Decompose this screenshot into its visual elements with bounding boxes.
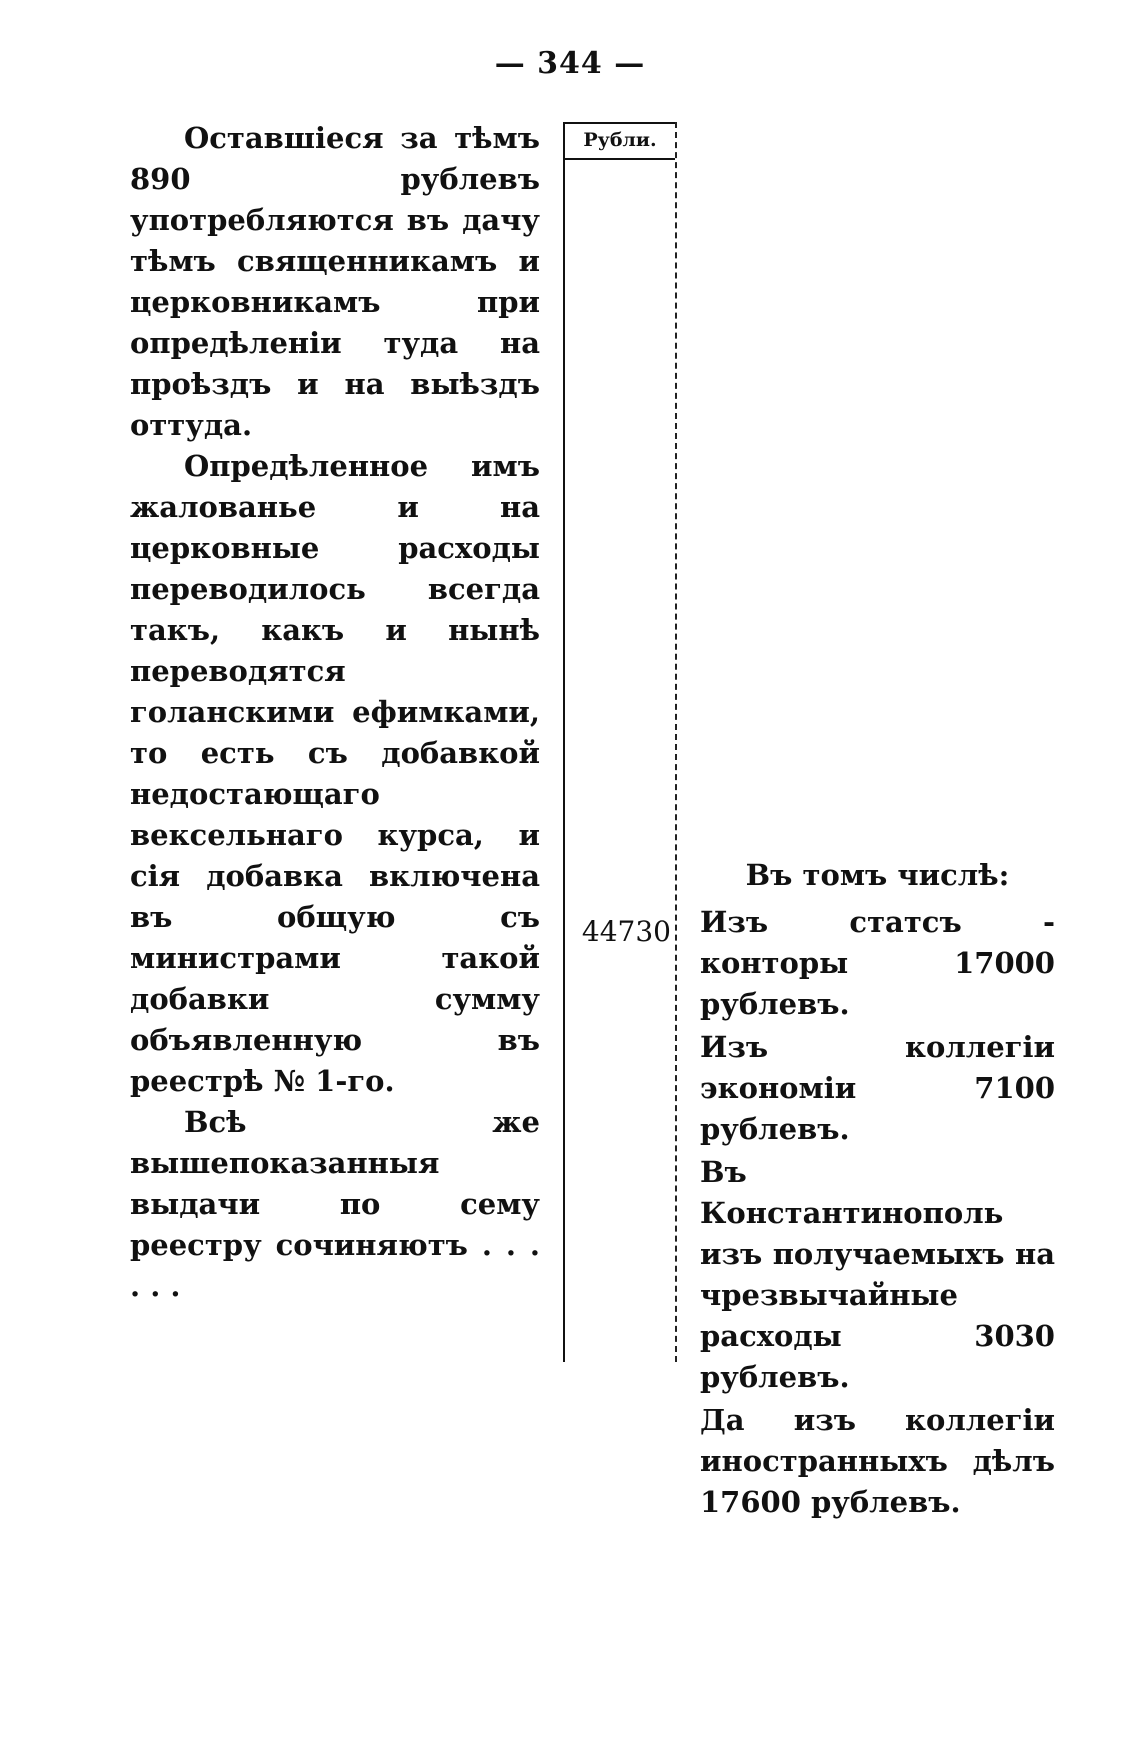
breakdown-item: Изъ коллегіи экономіи 7100 рублевъ. [700,1030,1055,1146]
rubles-total-value: 44730 [581,915,671,948]
rubles-column-header: Рубли. [565,122,675,160]
breakdown-item: Изъ статсъ - конторы 17000 рублевъ. [700,905,1055,1021]
paragraph-total-summary [130,1102,540,1307]
right-breakdown-column [700,855,1055,1525]
breakdown-item: Въ Константинополь изъ получаемыхъ на чрезвычайные расходы 3030 рублевъ. [700,1155,1055,1394]
breakdown-heading: Въ томъ числѣ: [745,858,1010,892]
paragraph-salary-transfer: Опредѣленное имъ жалованье и на церковные расходы переводилось всегда такъ, какъ и нынѣ переводятся голанскими ефимками, то есть съ добавкой недостающаго вексельнаго курса, и сія добавка включена въ общую съ министрами такой добавки сумму объявленную въ реестрѣ № 1-го. [130,449,540,1098]
total-summary-text: Всѣ же вышепоказанныя выдачи по сему реестру сочиняютъ [130,1105,540,1262]
breakdown-item: Да изъ коллегіи иностранныхъ дѣлъ 17600 рублевъ. [700,1403,1055,1519]
paragraph-priests-travel: Оставшіеся за тѣмъ 890 рублевъ употребляются въ дачу тѣмъ священникамъ и церковникамъ при опредѣленіи туда на проѣздъ и на выѣздъ оттуда. [130,121,540,442]
rubles-column [563,122,677,1362]
dot-leader: . . . . . . [130,1228,540,1303]
left-text-column [130,118,540,1307]
page-number: — 344 — [494,46,646,81]
